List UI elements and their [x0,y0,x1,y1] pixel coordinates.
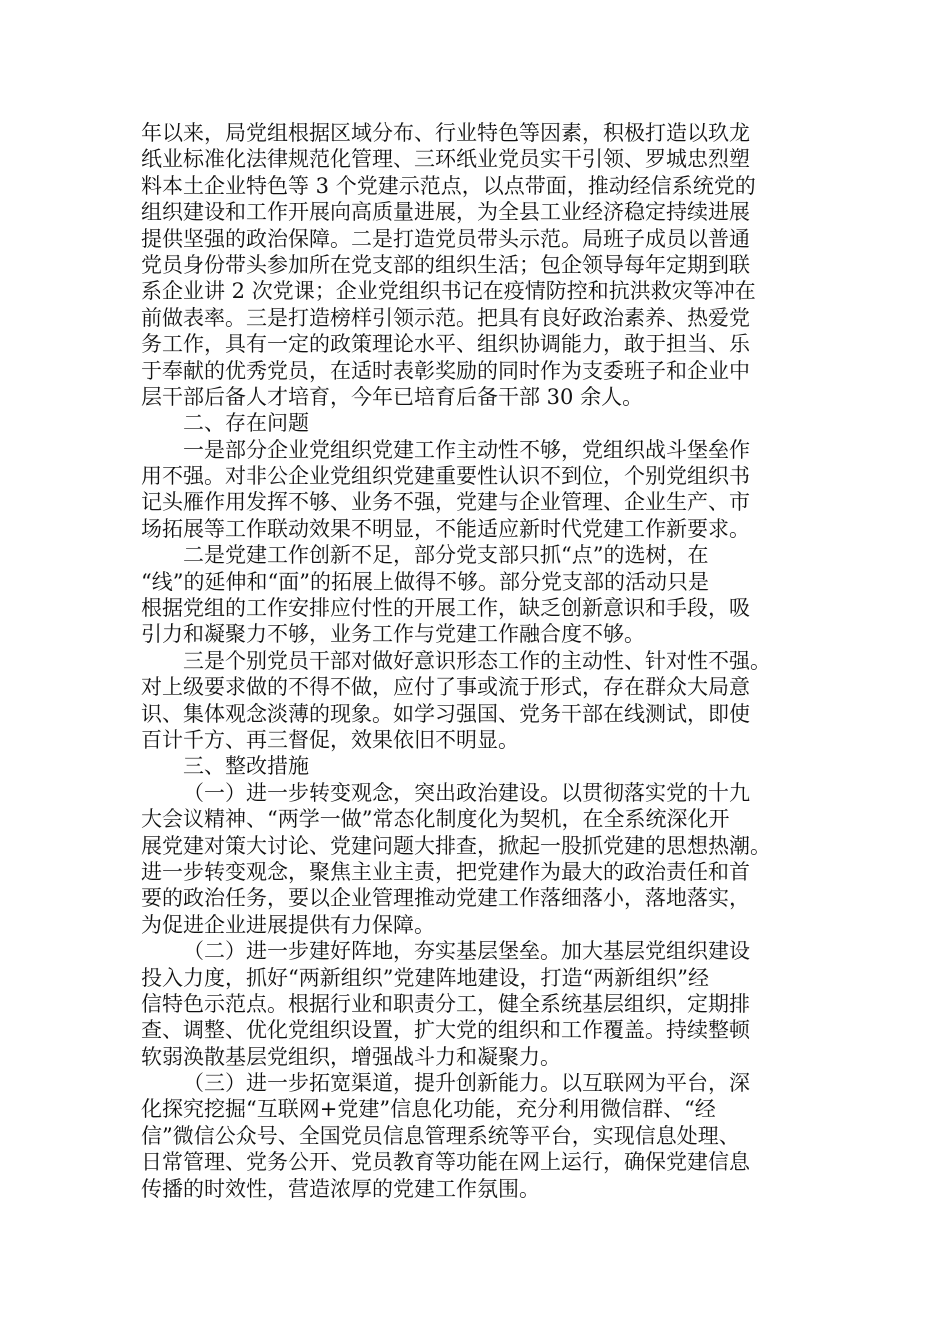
text-line: 化探究挖掘“互联网+党建”信息化功能，充分利用微信群、“经 [141,1097,716,1122]
text-line: 层干部后备人才培育，今年已培育后备干部 30 余人。 [141,384,644,409]
text-line: 根据党组的工作安排应付性的开展工作，缺乏创新意识和手段，吸 [141,596,750,621]
text-line: 引力和凝聚力不够，业务工作与党建工作融合度不够。 [141,622,645,647]
text-line: 场拓展等工作联动效果不明显，不能适应新时代党建工作新要求。 [141,516,750,541]
text-line: 年以来，局党组根据区域分布、行业特色等因素，积极打造以玖龙 [141,121,750,145]
text-line: 系企业讲 2 次党课；企业党组织书记在疫情防控和抗洪救灾等冲在 [141,279,756,304]
text-line: 信”微信公众号、全国党员信息管理系统等平台，实现信息处理、 [141,1123,740,1148]
text-line: 三是个别党员干部对做好意识形态工作的主动性、针对性不强。 [183,648,771,673]
text-line: 软弱涣散基层党组织，增强战斗力和凝聚力。 [141,1044,561,1069]
text-line: 记头雁作用发挥不够、业务不强，党建与企业管理、企业生产、市 [141,490,750,515]
text-line: 对上级要求做的不得不做，应付了事或流于形式，存在群众大局意 [141,675,750,700]
text-line: 于奉献的优秀党员，在适时表彰奖励的同时作为支委班子和企业中 [141,358,750,383]
section-heading: 三、整改措施 [183,754,309,779]
text-line: （二）进一步建好阵地，夯实基层堡垒。加大基层党组织建设 [183,939,750,964]
text-line: 展党建对策大讨论、党建问题大排查，掀起一股抓党建的思想热潮。 [141,833,771,858]
text-line: 务工作，具有一定的政策理论水平、组织协调能力，敢于担当、乐 [141,332,750,357]
document-body [141,120,811,1202]
section-heading: 二、存在问题 [183,411,309,436]
text-line: 投入力度，抓好“两新组织”党建阵地建设，打造“两新组织”经 [141,965,709,990]
text-line: “线”的延伸和“面”的拓展上做得不够。部分党支部的活动只是 [141,569,709,594]
text-line: 二是党建工作创新不足，部分党支部只抓“点”的选树，在 [183,543,709,568]
text-line: 为促进企业进展提供有力保障。 [141,912,435,937]
text-line: 用不强。对非公企业党组织党建重要性认识不到位，个别党组织书 [141,464,750,489]
text-line: 识、集体观念淡薄的现象。如学习强国、党务干部在线测试，即使 [141,701,750,726]
text-line: 纸业标准化法律规范化管理、三环纸业党员实干引领、罗城忠烈塑 [141,147,750,172]
text-line: 查、调整、优化党组织设置，扩大党的组织和工作覆盖。持续整顿 [141,1018,750,1043]
text-line: 料本土企业特色等 3 个党建示范点，以点带面，推动经信系统党的 [141,173,756,198]
text-line: 前做表率。三是打造榜样引领示范。把具有良好政治素养、热爱党 [141,305,750,330]
text-line: 提供坚强的政治保障。二是打造党员带头示范。局班子成员以普通 [141,226,750,251]
text-line: （三）进一步拓宽渠道，提升创新能力。以互联网为平台，深 [183,1071,750,1096]
text-line: 党员身份带头参加所在党支部的组织生活；包企领导每年定期到联 [141,252,750,277]
text-line: 要的政治任务，要以企业管理推动党建工作落细落小，落地落实， [141,886,750,911]
text-line: 日常管理、党务公开、党员教育等功能在网上运行，确保党建信息 [141,1150,750,1175]
text-line: 传播的时效性，营造浓厚的党建工作氛围。 [141,1176,540,1201]
text-line: 组织建设和工作开展向高质量进展，为全县工业经济稳定持续进展 [141,200,750,225]
text-line: 大会议精神、“两学一做”常态化制度化为契机，在全系统深化开 [141,807,730,832]
text-line: 信特色示范点。根据行业和职责分工，健全系统基层组织，定期排 [141,991,750,1016]
text-line: 一是部分企业党组织党建工作主动性不够，党组织战斗堡垒作 [183,437,750,462]
text-line: （一）进一步转变观念，突出政治建设。以贯彻落实党的十九 [183,780,750,805]
text-line: 百计千方、再三督促，效果依旧不明显。 [141,727,519,752]
text-line: 进一步转变观念，聚焦主业主责，把党建作为最大的政治责任和首 [141,859,750,884]
